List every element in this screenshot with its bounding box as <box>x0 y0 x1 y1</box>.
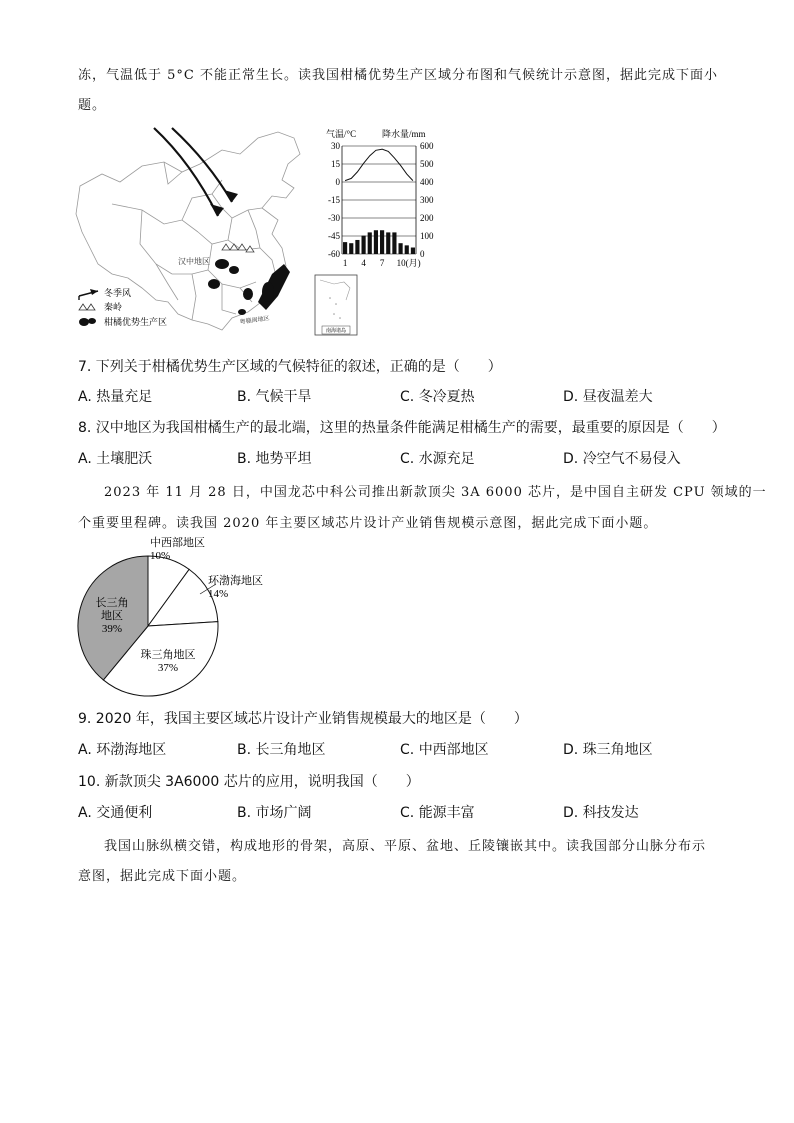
label-hanzhong: 汉中地区 <box>178 257 210 266</box>
south-china-sea-inset <box>314 274 358 336</box>
pie-value-label: 10% <box>150 550 171 562</box>
climate-left-tick: 0 <box>335 177 340 187</box>
climate-precip-bar <box>392 232 396 254</box>
inset-label: 南海诸岛 <box>325 329 347 334</box>
chart-right-axis-title: 降水量/mm <box>382 129 426 139</box>
label-region-south: 粤赣闽地区 <box>239 315 271 326</box>
climate-left-tick: -15 <box>328 195 340 205</box>
question-8-stem: 8. 汉中地区为我国柑橘生产的最北端，这里的热量条件能满足柑橘生产的需要，最重要的原因是（ ） <box>78 420 726 436</box>
legend-arrow-icon <box>79 289 98 300</box>
climate-right-tick: 100 <box>420 231 434 241</box>
chart-left-axis-title: 气温/°C <box>326 129 357 139</box>
intro-text-3-line-2: 意图，据此完成下面小题。 <box>78 869 247 884</box>
climate-x-tick: 4 <box>361 258 366 268</box>
intro-text-2-line-1: 2023 年 11 月 28 日，中国龙芯中科公司推出新款顶尖 3A 6000 芯片，是中国自主研发 CPU 领域的一 <box>104 485 767 500</box>
question-7-stem: 7. 下列关于柑橘优势生产区域的气候特征的叙述，正确的是（ ） <box>78 359 502 375</box>
question-9-stem: 9. 2020 年，我国主要区域芯片设计产业销售规模最大的地区是（ ） <box>78 711 528 727</box>
climate-left-tick: -45 <box>328 231 340 241</box>
question-10-stem: 10. 新款顶尖 3A6000 芯片的应用，说明我国（ ） <box>78 774 420 790</box>
climate-left-tick: -30 <box>328 213 340 223</box>
climate-right-tick: 500 <box>420 159 434 169</box>
question-8-option-d[interactable]: D. 冷空气不易侵入 <box>563 451 681 467</box>
pie-value-label: 37% <box>157 662 179 674</box>
legend-citrus-icon <box>79 318 96 326</box>
pie-category-label: 地区 <box>101 610 123 622</box>
question-9-option-a[interactable]: A. 环渤海地区 <box>78 742 167 758</box>
climate-precip-bar <box>355 240 359 254</box>
climate-precip-bar <box>343 242 347 254</box>
climate-right-tick: 0 <box>420 249 425 259</box>
climate-left-tick: 30 <box>331 141 340 151</box>
question-9-option-c[interactable]: C. 中西部地区 <box>400 742 489 758</box>
climate-precip-bar <box>405 245 409 254</box>
climate-precip-bar <box>374 230 378 254</box>
climate-right-tick: 400 <box>420 177 434 187</box>
climate-precip-bar <box>349 243 353 254</box>
pie-category-label: 环渤海地区 <box>208 575 263 587</box>
intro-text-3-line-1: 我国山脉纵横交错，构成地形的骨架，高原、平原、盆地、丘陵镶嵌其中。读我国部分山脉分布示 <box>104 839 707 854</box>
climate-left-tick: 15 <box>331 159 340 169</box>
intro-text-1-line-1: 冻，气温低于 5°C 不能正常生长。读我国柑橘优势生产区域分布图和气候统计示意图，据此完成下面小 <box>78 68 718 83</box>
intro-text-1-line-2: 题。 <box>78 98 107 113</box>
climate-chart <box>318 124 444 270</box>
climate-precip-bar <box>386 232 390 254</box>
climate-x-tick: 1 <box>342 258 348 268</box>
question-10-option-a[interactable]: A. 交通便利 <box>78 805 153 821</box>
climate-x-tick: 7 <box>379 258 385 268</box>
climate-precip-bar <box>368 232 372 254</box>
question-9-option-b[interactable]: B. 长三角地区 <box>237 742 326 758</box>
question-8-option-c[interactable]: C. 水源充足 <box>400 451 475 467</box>
chip-sales-pie-chart <box>70 532 280 702</box>
climate-precip-bar <box>362 236 366 254</box>
question-10-option-d[interactable]: D. 科技发达 <box>563 805 639 821</box>
climate-left-tick: -60 <box>328 249 340 259</box>
question-7-option-c[interactable]: C. 冬冷夏热 <box>400 389 475 405</box>
intro-text-2-line-2: 个重要里程碑。读我国 2020 年主要区域芯片设计产业销售规模示意图，据此完成下面小题。 <box>78 516 658 531</box>
climate-right-tick: 200 <box>420 213 434 223</box>
climate-precip-bar <box>411 248 415 254</box>
map-legend <box>76 286 186 332</box>
pie-value-label: 14% <box>208 588 229 600</box>
pie-value-label: 39% <box>101 623 123 635</box>
climate-right-tick: 600 <box>420 141 434 151</box>
legend-mountain-icon <box>79 304 95 310</box>
climate-precip-bar <box>399 243 403 254</box>
question-8-option-b[interactable]: B. 地势平坦 <box>237 451 312 467</box>
question-7-option-b[interactable]: B. 气候干旱 <box>237 389 312 405</box>
legend-winter-monsoon: 冬季风 <box>104 288 132 298</box>
pie-category-label: 长三角 <box>95 597 129 609</box>
pie-category-label: 中西部地区 <box>150 537 205 549</box>
question-10-option-b[interactable]: B. 市场广阔 <box>237 805 312 821</box>
legend-qinling: 秦岭 <box>104 302 123 312</box>
question-9-option-d[interactable]: D. 珠三角地区 <box>563 742 653 758</box>
question-7-option-a[interactable]: A. 热量充足 <box>78 389 153 405</box>
question-8-option-a[interactable]: A. 土壤肥沃 <box>78 451 153 467</box>
climate-temperature-line <box>345 149 413 180</box>
climate-x-tick: 10(月) <box>396 258 421 268</box>
legend-citrus-area: 柑橘优势生产区 <box>104 317 168 327</box>
climate-precip-bar <box>380 230 384 254</box>
question-7-option-d[interactable]: D. 昼夜温差大 <box>563 389 653 405</box>
question-10-option-c[interactable]: C. 能源丰富 <box>400 805 475 821</box>
pie-category-label: 珠三角地区 <box>140 649 196 661</box>
climate-right-tick: 300 <box>420 195 434 205</box>
